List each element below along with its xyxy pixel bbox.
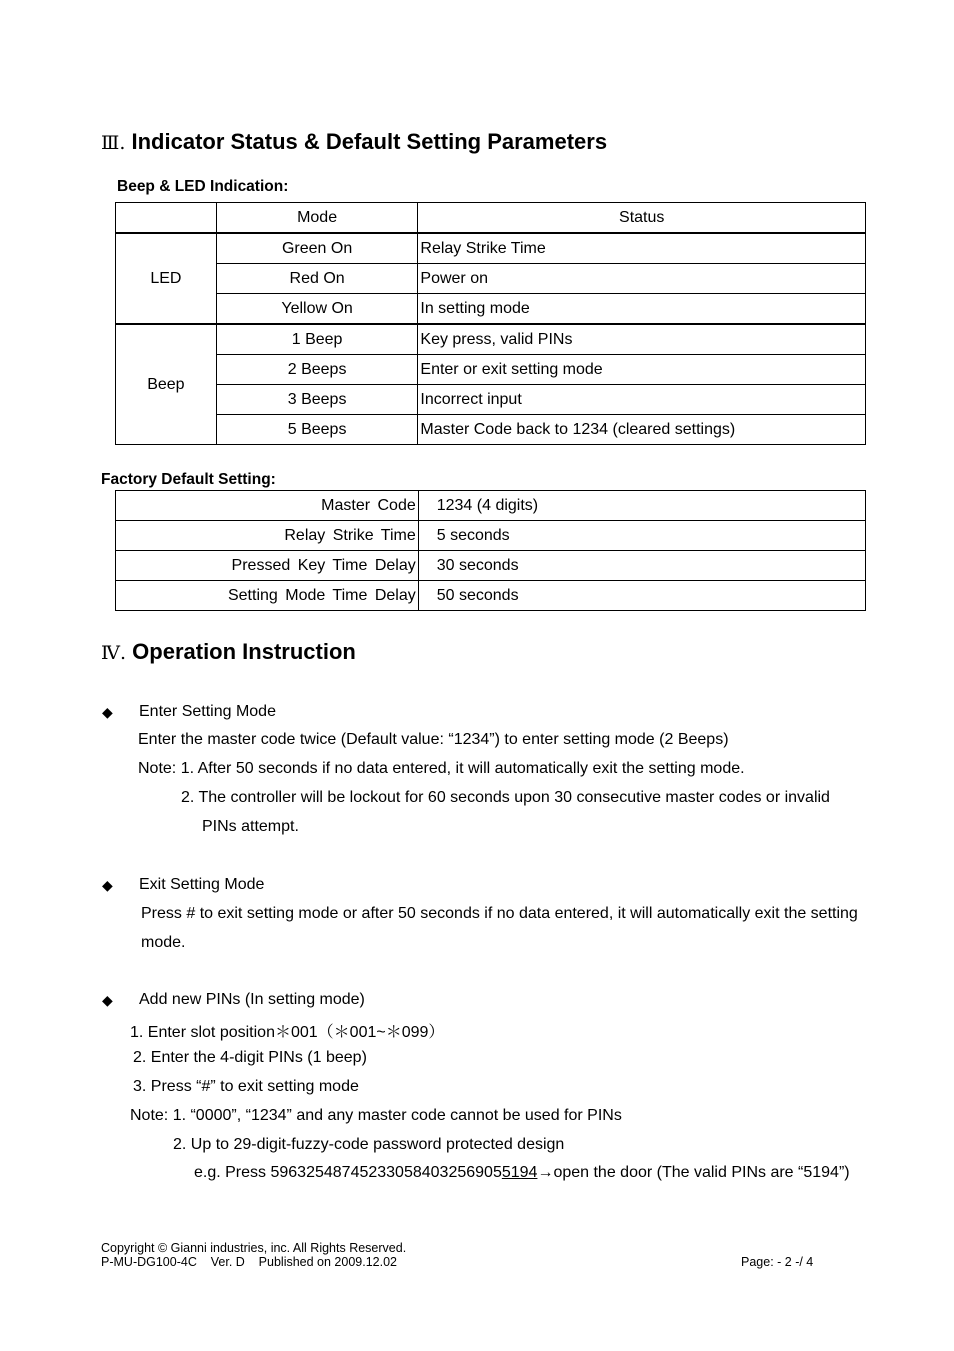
factory-default-heading: Factory Default Setting: <box>101 471 276 488</box>
add-pins-title: Add new PINs (In setting mode) <box>139 991 365 1008</box>
enter-mode-note-1: Note: 1. After 50 seconds if no data entered, it will automatically exit the setting mode. <box>138 760 745 777</box>
param-cell: Setting Mode Time Delay <box>116 581 419 611</box>
status-cell: Master Code back to 1234 (cleared settings) <box>418 415 866 445</box>
value-cell: 5 seconds <box>418 521 865 551</box>
mode-cell: Yellow On <box>216 294 418 325</box>
table-row <box>116 385 866 415</box>
section-3-heading <box>101 129 607 155</box>
add-pins-step-1: 1. Enter slot position＊001（＊001~＊099） <box>130 1024 445 1041</box>
mode-cell: 3 Beeps <box>216 385 418 415</box>
table-row <box>116 355 866 385</box>
status-cell: Key press, valid PINs <box>418 324 866 355</box>
mode-cell: Red On <box>216 264 418 294</box>
exit-mode-text: Press # to exit setting mode or after 50 seconds if no data entered, it will automatically exit the setting <box>141 905 858 922</box>
param-cell: Pressed Key Time Delay <box>116 551 419 581</box>
footer-doc-info: P-MU-DG100-4C Ver. D Published on 2009.12.02 <box>101 1255 397 1269</box>
enter-mode-note-2: 2. The controller will be lockout for 60 seconds upon 30 consecutive master codes or invalid <box>181 789 830 806</box>
header-empty <box>116 203 217 234</box>
table-row <box>116 581 866 611</box>
value-cell: 1234 (4 digits) <box>418 491 865 521</box>
status-cell: Relay Strike Time <box>418 233 866 264</box>
add-pins-step-2: 2. Enter the 4-digit PINs (1 beep) <box>133 1049 367 1066</box>
beep-led-table <box>115 202 866 445</box>
status-cell: Enter or exit setting mode <box>418 355 866 385</box>
table-row <box>116 264 866 294</box>
enter-mode-title: Enter Setting Mode <box>139 703 276 720</box>
diamond-bullet-icon: ◆ <box>102 877 113 893</box>
beep-led-heading: Beep & LED Indication: <box>117 178 289 195</box>
mode-cell: Green On <box>216 233 418 264</box>
section-3-title: Indicator Status & Default Setting Parameters <box>131 129 608 154</box>
table-row <box>116 491 866 521</box>
value-cell: 30 seconds <box>418 551 865 581</box>
add-pins-step-3: 3. Press “#” to exit setting mode <box>133 1078 359 1095</box>
value-cell: 50 seconds <box>418 581 865 611</box>
section-3-numeral: Ⅲ. <box>101 132 126 154</box>
example-prefix: e.g. Press 59632548745233058403256905 <box>194 1164 502 1181</box>
status-cell: In setting mode <box>418 294 866 325</box>
factory-default-table <box>115 490 866 611</box>
add-pins-example <box>194 1164 850 1182</box>
example-suffix: →open the door (The valid PINs are “5194”) <box>537 1164 850 1181</box>
table-row <box>116 551 866 581</box>
table-row <box>116 521 866 551</box>
exit-mode-title: Exit Setting Mode <box>139 876 265 893</box>
enter-mode-note-2-cont: PINs attempt. <box>202 818 299 835</box>
led-group-label: LED <box>116 233 217 324</box>
header-mode: Mode <box>216 203 418 234</box>
diamond-bullet-icon: ◆ <box>102 992 113 1008</box>
enter-mode-text: Enter the master code twice (Default value: “1234”) to enter setting mode (2 Beeps) <box>138 731 729 748</box>
add-pins-note-1: Note: 1. “0000”, “1234” and any master code cannot be used for PINs <box>130 1107 622 1124</box>
mode-cell: 1 Beep <box>216 324 418 355</box>
table-header-row <box>116 203 866 234</box>
status-cell: Incorrect input <box>418 385 866 415</box>
section-4-heading <box>101 639 356 665</box>
table-row <box>116 294 866 325</box>
param-cell: Master Code <box>116 491 419 521</box>
table-row <box>116 324 866 355</box>
param-cell: Relay Strike Time <box>116 521 419 551</box>
status-cell: Power on <box>418 264 866 294</box>
example-valid-pin: 5194 <box>501 1164 538 1181</box>
mode-cell: 2 Beeps <box>216 355 418 385</box>
table-row <box>116 233 866 264</box>
beep-group-label: Beep <box>116 324 217 445</box>
diamond-bullet-icon: ◆ <box>102 704 113 720</box>
footer-page-number: Page: - 2 -/ 4 <box>741 1255 814 1269</box>
footer-copyright: Copyright © Gianni industries, inc. All Rights Reserved. <box>101 1241 407 1255</box>
exit-mode-text-cont: mode. <box>141 934 186 951</box>
header-status: Status <box>418 203 866 234</box>
mode-cell: 5 Beeps <box>216 415 418 445</box>
table-row <box>116 415 866 445</box>
section-4-title: Operation Instruction <box>132 639 356 664</box>
add-pins-note-2: 2. Up to 29-digit-fuzzy-code password protected design <box>173 1136 565 1153</box>
section-4-numeral: Ⅳ. <box>101 642 127 664</box>
